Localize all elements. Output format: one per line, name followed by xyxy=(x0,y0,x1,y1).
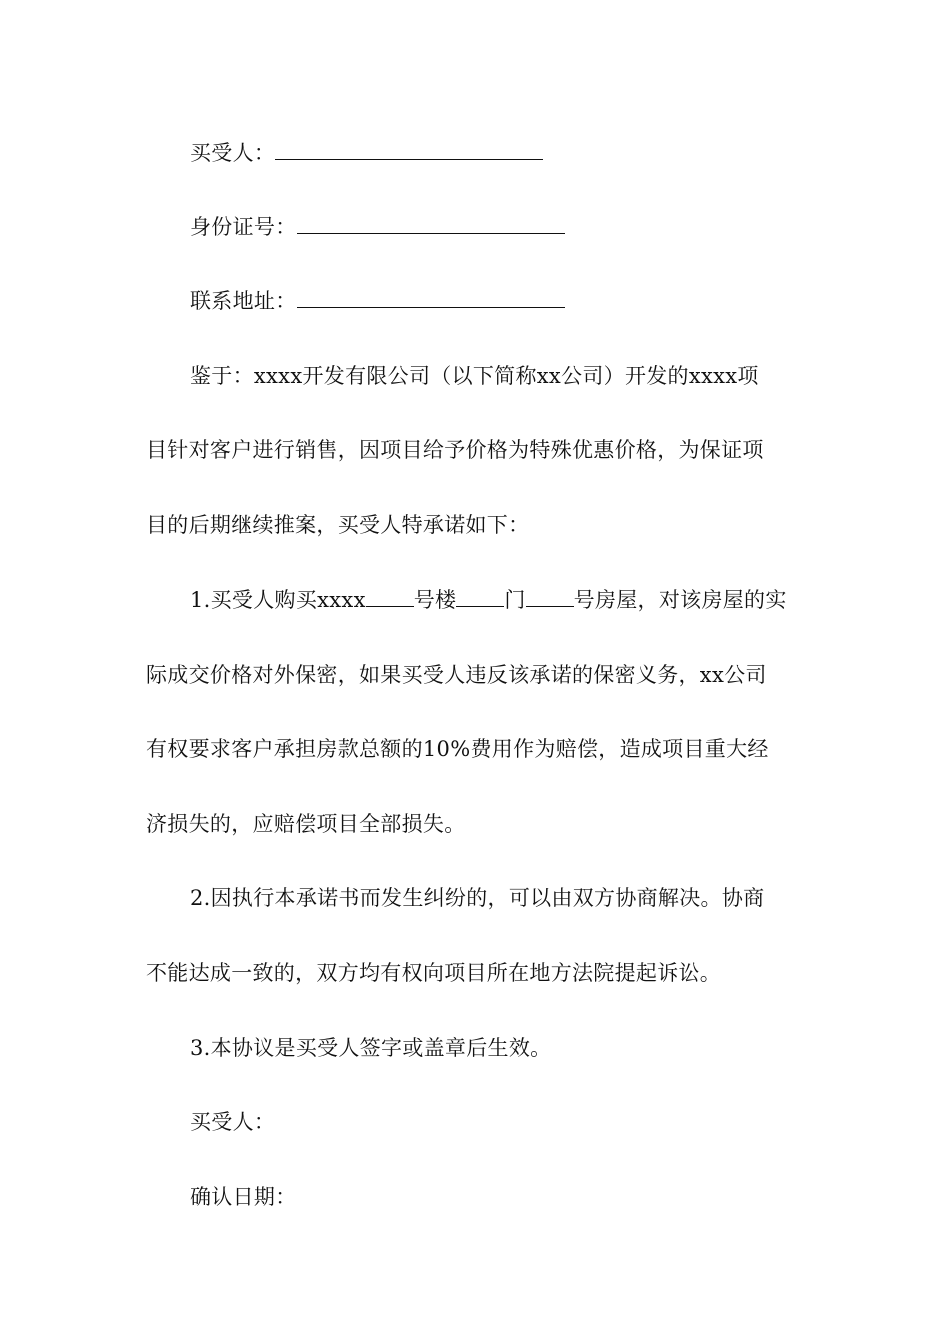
item-1-line xyxy=(146,586,808,614)
id-number-label: 身份证号： xyxy=(190,215,297,239)
item-1-prefix: 1.买受人购买xxxx xyxy=(190,588,366,612)
id-number-field xyxy=(146,213,808,241)
address-field xyxy=(146,287,808,315)
item-1-building: 号楼 xyxy=(413,588,457,612)
item-1-room: 号房屋，对该房屋的实 xyxy=(573,588,787,612)
paragraph-line: 鉴于：xxxx开发有限公司（以下简称xx公司）开发的xxxx项 xyxy=(190,364,759,388)
paragraph-line: 目的后期继续推案，买受人特承诺如下： xyxy=(146,513,530,537)
buyer-field xyxy=(146,139,808,167)
paragraph-line: 济损失的，应赔偿项目全部损失。 xyxy=(146,812,466,836)
item-1-unit: 门 xyxy=(504,588,526,612)
paragraph-line: 不能达成一致的，双方均有权向项目所在地方法院提起诉讼。 xyxy=(146,961,722,985)
signature-buyer-label: 买受人： xyxy=(190,1110,276,1134)
room-blank[interactable] xyxy=(526,587,574,607)
paragraph-line: 有权要求客户承担房款总额的10%费用作为赔偿，造成项目重大经 xyxy=(146,737,769,761)
item-3-line: 3.本协议是买受人签字或盖章后生效。 xyxy=(190,1036,552,1060)
address-blank[interactable] xyxy=(297,288,565,308)
item-2-line: 2.因执行本承诺书而发生纠纷的，可以由双方协商解决。协商 xyxy=(190,886,765,910)
address-label: 联系地址： xyxy=(190,289,297,313)
unit-blank[interactable] xyxy=(456,587,504,607)
paragraph-line: 目针对客户进行销售，因项目给予价格为特殊优惠价格，为保证项 xyxy=(146,438,764,462)
paragraph-line: 际成交价格对外保密，如果买受人违反该承诺的保密义务，xx公司 xyxy=(146,663,767,687)
buyer-label: 买受人： xyxy=(190,141,276,165)
building-blank[interactable] xyxy=(366,587,414,607)
buyer-blank[interactable] xyxy=(275,140,543,160)
confirm-date-label: 确认日期： xyxy=(190,1185,297,1209)
id-number-blank[interactable] xyxy=(297,214,565,234)
